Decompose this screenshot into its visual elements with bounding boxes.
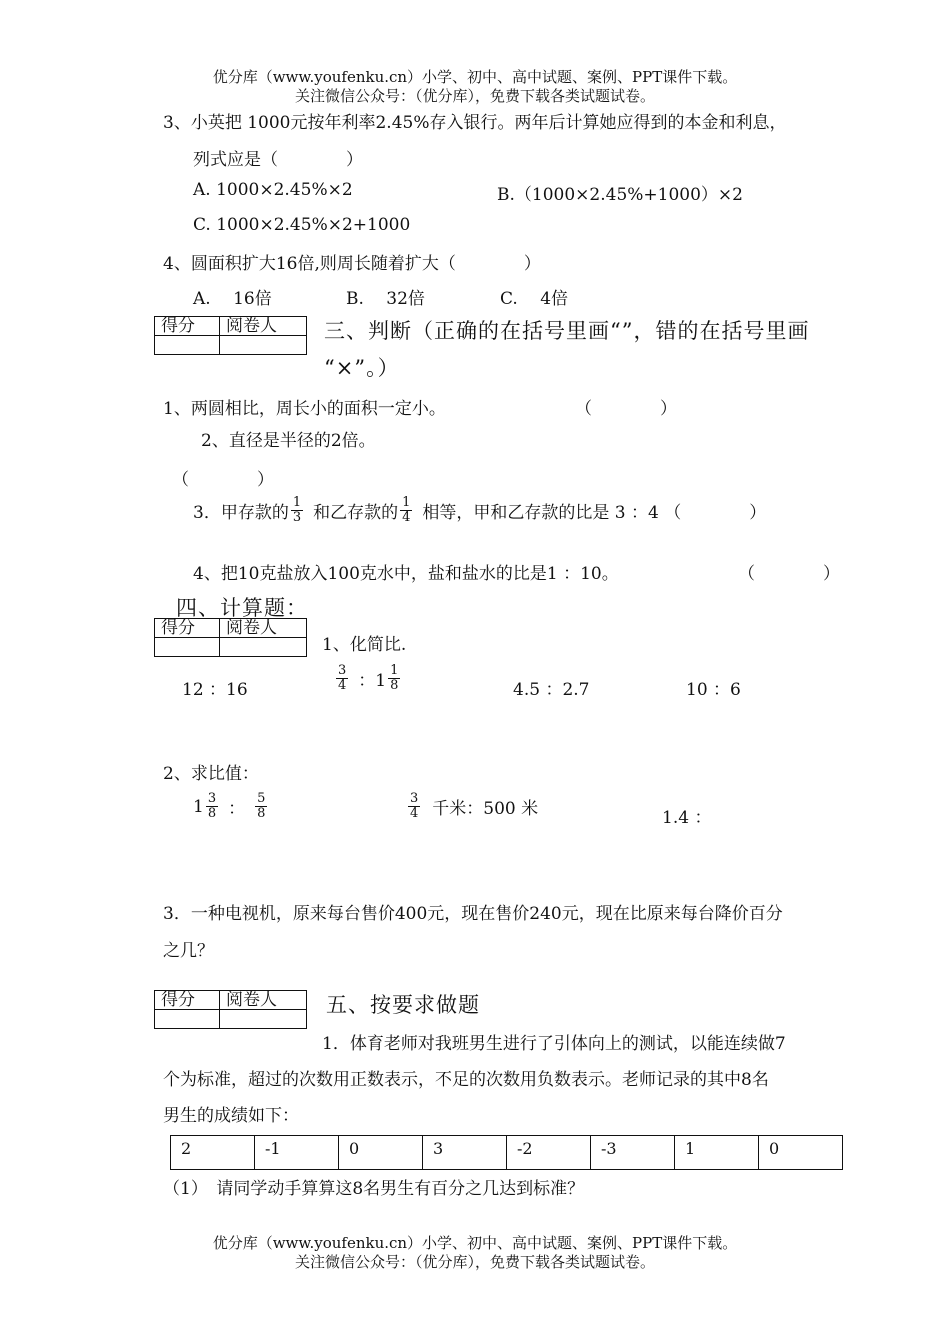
fraction-denominator: 4: [410, 806, 419, 822]
calc-p2-b: [406, 792, 538, 822]
table-row: [171, 1136, 843, 1170]
judge-q4: 4、把10克盐放入100克水中，盐和盐水的比是1 ：10。: [193, 564, 619, 584]
calc-p2-b-text: 千米：500 米: [432, 799, 539, 820]
fraction-five-eighths: [255, 792, 267, 822]
score-cell-5: -2: [507, 1136, 591, 1170]
choice-q3-option-b: B.（1000×2.45%+1000）×2: [497, 185, 743, 205]
judge-q3-pre: 3．甲存款的: [193, 503, 289, 524]
footer-line-2: 关注微信公众号：（优分库），免费下载各类试题试卷。: [294, 1253, 655, 1271]
judge-q3: [193, 496, 766, 526]
judge-q2-paren[interactable]: （ ）: [172, 470, 274, 490]
calc-p2-a: [193, 792, 269, 822]
reviewer-label: 阅卷人: [220, 317, 307, 336]
score-cell-3: 0: [339, 1136, 423, 1170]
fraction-three-eighths: [206, 792, 218, 822]
fraction-numerator: 3: [338, 663, 347, 678]
fraction-denominator: 4: [402, 510, 411, 526]
scores-table: [170, 1135, 843, 1170]
reviewer-label: 阅卷人: [220, 619, 307, 638]
calc-p1-a: 12 ：16: [182, 680, 248, 700]
fraction-numerator: 1: [390, 663, 399, 678]
choice-q4-option-b: B. 32倍: [346, 289, 425, 309]
s5-sub-question-1: （1） 请同学动手算算这8名男生有百分之几达到标准？: [163, 1179, 585, 1199]
section4-title: 四、计算题：: [176, 596, 308, 620]
reviewer-cell[interactable]: [220, 638, 307, 657]
reviewer-label: 阅卷人: [220, 991, 307, 1010]
score-box-section3: [154, 316, 307, 355]
header-line-1: 优分库（www.youfenku.cn）小学、初中、高中试题、案例、PPT课件下载。: [212, 68, 738, 86]
calc-p2-title: 2、求比值：: [163, 764, 259, 784]
reviewer-cell[interactable]: [220, 336, 307, 355]
score-cell-6: -3: [591, 1136, 675, 1170]
ratio-sep: ：1: [358, 671, 387, 692]
judge-q1: 1、两圆相比，周长小的面积一定小。: [163, 399, 446, 419]
fraction-denominator: 4: [338, 678, 347, 694]
judge-q2: 2、直径是半径的2倍。: [201, 431, 376, 451]
score-label: 得分: [155, 991, 220, 1010]
score-box-section4: [154, 618, 307, 657]
footer-line-1: 优分库（www.youfenku.cn）小学、初中、高中试题、案例、PPT课件下载。: [212, 1234, 738, 1252]
judge-q3-post: 相等，甲和乙存款的比是 3 ：4 （ ）: [422, 503, 767, 524]
choice-q3-option-c: C. 1000×2.45%×2+1000: [193, 215, 411, 235]
calc-p1-c: 4.5 ：2.7: [513, 680, 590, 700]
score-box-section5: [154, 990, 307, 1029]
mixed-whole: 1: [193, 796, 204, 817]
score-cell[interactable]: [155, 638, 220, 657]
fraction-denominator: 3: [292, 510, 302, 526]
calc-p3-line-2: 之几？: [163, 941, 214, 961]
choice-q3-option-a: A. 1000×2.45%×2: [193, 180, 353, 200]
score-label: 得分: [155, 317, 220, 336]
score-cell[interactable]: [155, 1010, 220, 1029]
section5-title: 五、按要求做题: [326, 993, 480, 1017]
reviewer-cell[interactable]: [220, 1010, 307, 1029]
fraction-one-fourth: [400, 496, 412, 526]
score-cell-2: -1: [255, 1136, 339, 1170]
judge-q1-paren[interactable]: （ ）: [575, 399, 677, 419]
fraction-denominator: 8: [207, 806, 217, 822]
calc-p3-line-1: 3．一种电视机，原来每台售价400元，现在售价240元，现在比原来每台降价百分: [163, 904, 783, 924]
score-label: 得分: [155, 619, 220, 638]
choice-q4-option-a: A. 16倍: [193, 289, 272, 309]
score-cell-8: 0: [759, 1136, 843, 1170]
ratio-sep: ：: [228, 799, 246, 820]
s5-p1-line-1: 1．体育老师对我班男生进行了引体向上的测试，以能连续做7: [322, 1034, 786, 1054]
judge-q3-mid: 和乙存款的: [313, 503, 399, 524]
fraction-numerator: 3: [410, 791, 419, 806]
fraction-numerator: 1: [402, 495, 411, 510]
choice-q3-stem-1: 3、小英把 1000元按年利率2.45%存入银行。两年后计算她应得到的本金和利息，: [163, 113, 787, 133]
calc-p2-c: 1.4 ：: [662, 808, 712, 828]
score-cell[interactable]: [155, 336, 220, 355]
fraction-three-fourths-km: [408, 792, 420, 822]
choice-q3-stem-2: 列式应是（ ）: [193, 150, 363, 170]
judge-q4-paren[interactable]: （ ）: [738, 564, 840, 584]
fraction-numerator: 1: [292, 495, 302, 510]
fraction-one-third: [291, 496, 303, 526]
s5-p1-line-3: 男生的成绩如下：: [163, 1106, 299, 1126]
section3-title-1: 三、判断（正确的在括号里画“”，错的在括号里画: [324, 319, 810, 343]
score-cell-7: 1: [675, 1136, 759, 1170]
fraction-denominator: 8: [390, 678, 399, 694]
header-line-2: 关注微信公众号：（优分库），免费下载各类试题试卷。: [294, 87, 655, 105]
fraction-one-eighth: [388, 664, 400, 694]
fraction-numerator: 3: [207, 791, 217, 806]
section3-title-2: “×”。）: [324, 356, 400, 380]
score-cell-1: 2: [171, 1136, 255, 1170]
fraction-three-fourths: [336, 664, 348, 694]
fraction-numerator: 5: [257, 791, 266, 806]
score-cell-4: 3: [423, 1136, 507, 1170]
fraction-denominator: 8: [257, 806, 266, 822]
s5-p1-line-2: 个为标准，超过的次数用正数表示，不足的次数用负数表示。老师记录的其中8名: [163, 1070, 769, 1090]
choice-q4-stem: 4、圆面积扩大16倍,则周长随着扩大（ ）: [163, 254, 541, 274]
choice-q4-option-c: C. 4倍: [500, 289, 569, 309]
calc-p1-d: 10 ：6: [686, 680, 741, 700]
calc-p1-title: 1、化简比.: [322, 635, 407, 655]
calc-p1-b: [334, 664, 402, 694]
